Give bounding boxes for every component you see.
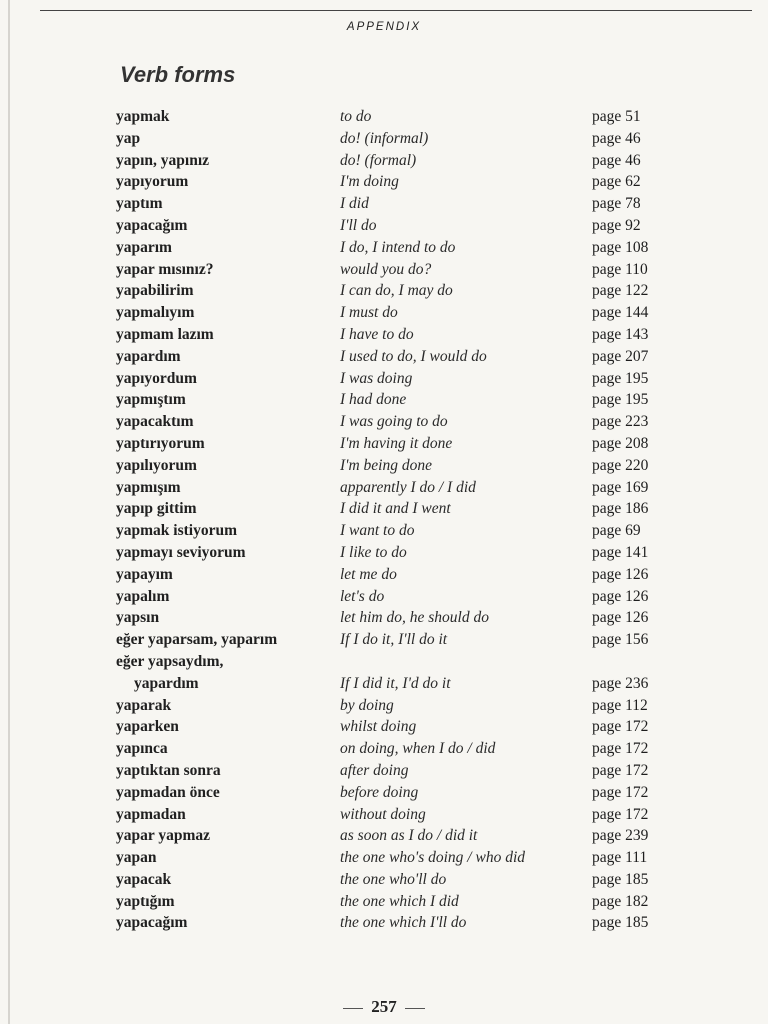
verb-form: [116, 106, 338, 128]
verb-meaning: without doing: [340, 805, 426, 823]
page-reference: page 220: [592, 456, 649, 474]
verb-row: [116, 542, 696, 564]
verb-meaning: to do: [340, 108, 372, 125]
verb-row: [116, 477, 696, 499]
verb-row: [116, 738, 696, 760]
page-reference: page 46: [592, 129, 641, 147]
verb-row: [116, 455, 696, 477]
verb-form: [116, 477, 338, 499]
verb-form: [116, 498, 338, 520]
verb-form-text: yapsın: [116, 609, 160, 627]
verb-meaning: I do, I intend to do: [340, 238, 456, 256]
verb-meaning: I used to do, I would do: [340, 347, 487, 365]
verb-row: [116, 280, 696, 302]
page-reference: page 207: [592, 347, 649, 365]
page-reference: page 236: [592, 674, 649, 692]
page-reference: page 112: [592, 696, 648, 714]
verb-form-text: yaptırıyorum: [116, 434, 205, 452]
verb-form-text: yapacaktım: [116, 413, 194, 431]
page-reference: page 143: [592, 325, 649, 343]
verb-form-continuation: yapardım: [134, 674, 199, 692]
verb-form-text: yapmayı seviyorum: [116, 543, 246, 561]
verb-form: [116, 847, 338, 869]
verb-form: [116, 215, 338, 237]
page-reference: page 78: [592, 195, 641, 213]
page-reference: page 156: [592, 631, 649, 649]
verb-form: [116, 433, 338, 455]
verb-forms-table: [116, 106, 696, 934]
page-reference: page 172: [592, 718, 649, 736]
page-reference: page 208: [592, 434, 649, 452]
page-reference: page 92: [592, 216, 641, 234]
verb-meaning: as soon as I do / did it: [340, 827, 478, 845]
verb-form: [116, 607, 338, 629]
page-number: 257: [371, 997, 397, 1016]
verb-meaning: the one who's doing / who did: [340, 849, 526, 867]
verb-meaning: by doing: [340, 696, 394, 714]
page-reference: page 122: [592, 282, 649, 300]
verb-form: [116, 586, 338, 608]
verb-row: [116, 586, 696, 608]
verb-row: [116, 302, 696, 324]
verb-form: [116, 782, 338, 804]
verb-meaning: let's do: [340, 587, 385, 605]
verb-form: [116, 869, 338, 891]
verb-meaning: would you do?: [340, 260, 432, 278]
verb-form-text: yapmam lazım: [116, 325, 214, 343]
footer-dash-left: [343, 1008, 363, 1009]
verb-row: [116, 847, 696, 869]
verb-row: [116, 695, 696, 717]
verb-form: [116, 237, 338, 259]
verb-meaning: I like to do: [340, 543, 407, 561]
verb-row: [116, 346, 696, 368]
verb-form-text: yapar mısınız?: [116, 260, 214, 278]
verb-meaning: I'll do: [340, 216, 377, 234]
footer-dash-right: [405, 1008, 425, 1009]
verb-form-text: yaptıktan sonra: [116, 761, 221, 779]
verb-form: [116, 542, 338, 564]
verb-row: [116, 259, 696, 281]
verb-form-text: yapın, yapınız: [116, 151, 210, 169]
verb-form: [116, 651, 338, 695]
verb-form-text: yaptım: [116, 195, 163, 213]
page-reference: page 110: [592, 260, 648, 278]
verb-form-text: yapmadan: [116, 805, 186, 823]
verb-form-text: yapıp gittim: [116, 500, 197, 518]
verb-row: [116, 498, 696, 520]
verb-form-text: yapıyorum: [116, 173, 189, 191]
verb-form: [116, 455, 338, 477]
verb-row: [116, 171, 696, 193]
page-reference: page 62: [592, 173, 641, 191]
page-reference: page 185: [592, 914, 649, 932]
verb-form-text: yapmışım: [116, 478, 181, 496]
verb-row: [116, 520, 696, 542]
verb-meaning: on doing, when I do / did: [340, 740, 496, 758]
verb-form: [116, 150, 338, 172]
verb-form: [116, 804, 338, 826]
verb-meaning: I must do: [340, 304, 398, 322]
verb-meaning: If I did it, I'd do it: [340, 674, 451, 692]
page-reference: page 46: [592, 151, 641, 169]
verb-form: [116, 891, 338, 913]
verb-row: [116, 825, 696, 847]
verb-form: [116, 302, 338, 324]
page-reference: page 172: [592, 740, 649, 758]
verb-form: [116, 629, 338, 651]
verb-form: [116, 760, 338, 782]
verb-form: [116, 346, 338, 368]
verb-row: [116, 869, 696, 891]
page-reference: page 223: [592, 413, 649, 431]
verb-meaning: do! (formal): [340, 151, 417, 169]
verb-row: [116, 651, 696, 695]
verb-form: [116, 324, 338, 346]
verb-form: [116, 259, 338, 281]
verb-form: [116, 912, 338, 934]
page-reference: page 172: [592, 761, 649, 779]
page-reference: page 195: [592, 369, 649, 387]
verb-row: [116, 891, 696, 913]
verb-form-text: yaparak: [116, 696, 172, 714]
verb-meaning: I'm doing: [340, 173, 399, 191]
verb-form-text: yapınca: [116, 740, 168, 758]
page-reference: page 239: [592, 827, 649, 845]
verb-row: [116, 106, 696, 128]
page-reference: page 172: [592, 805, 649, 823]
verb-form-text: yapıyordum: [116, 369, 197, 387]
page-edge-shadow: [8, 0, 10, 1024]
page-reference: page 182: [592, 892, 649, 910]
verb-meaning: I'm being done: [340, 456, 432, 474]
verb-form: [116, 825, 338, 847]
page-reference: page 141: [592, 543, 649, 561]
verb-form-text: yapacağım: [116, 914, 188, 932]
verb-form-text: yapmıştım: [116, 391, 186, 409]
verb-meaning: I had done: [340, 391, 407, 409]
verb-form-text: eğer yaparsam, yaparım: [116, 631, 278, 649]
page-footer: [0, 997, 768, 1017]
page-reference: page 169: [592, 478, 649, 496]
verb-form-text: yapacağım: [116, 216, 188, 234]
verb-meaning: whilst doing: [340, 718, 417, 736]
verb-form: [116, 193, 338, 215]
verb-form-text: yapayım: [116, 565, 173, 583]
verb-row: [116, 128, 696, 150]
verb-meaning: do! (informal): [340, 129, 429, 147]
verb-form-text: yapan: [116, 849, 157, 867]
verb-meaning: I did: [340, 195, 369, 213]
verb-form-text: yapacak: [116, 870, 172, 888]
page-reference: page 126: [592, 587, 649, 605]
page-reference: page 111: [592, 849, 648, 867]
verb-form-text: yapabilirim: [116, 282, 194, 300]
page-reference: page 185: [592, 870, 649, 888]
verb-row: [116, 760, 696, 782]
verb-form: [116, 368, 338, 390]
page-reference: page 108: [592, 238, 649, 256]
verb-row: [116, 607, 696, 629]
verb-row: [116, 716, 696, 738]
verb-meaning: before doing: [340, 783, 419, 801]
verb-row: [116, 912, 696, 934]
page-reference: page 126: [592, 609, 649, 627]
page-reference: page 69: [592, 522, 641, 540]
verb-row: [116, 629, 696, 651]
running-head: APPENDIX: [346, 21, 422, 33]
verb-form: [116, 411, 338, 433]
verb-meaning: apparently I do / I did: [340, 478, 476, 496]
verb-form-text: yap: [116, 129, 141, 147]
verb-meaning: I was doing: [340, 369, 413, 387]
verb-row: [116, 782, 696, 804]
page-reference: page 195: [592, 391, 649, 409]
page-reference: page 144: [592, 304, 649, 322]
verb-meaning: If I do it, I'll do it: [340, 631, 448, 649]
verb-meaning: after doing: [340, 761, 409, 779]
verb-form: [116, 716, 338, 738]
verb-row: [116, 324, 696, 346]
verb-form-text: yapardım: [116, 347, 181, 365]
verb-row: [116, 150, 696, 172]
section-title: Verb forms: [120, 62, 236, 87]
verb-form: [116, 280, 338, 302]
verb-meaning: the one which I'll do: [340, 914, 467, 932]
verb-form-text: eğer yapsaydım,: [116, 652, 224, 670]
verb-form-text: yapar yapmaz: [116, 827, 211, 845]
verb-row: [116, 237, 696, 259]
page-reference: page 126: [592, 565, 649, 583]
verb-form-text: yapmak istiyorum: [116, 522, 237, 540]
page-reference: page 172: [592, 783, 649, 801]
verb-form: [116, 695, 338, 717]
verb-row: [116, 804, 696, 826]
top-rule: [40, 10, 752, 11]
verb-meaning: let me do: [340, 565, 397, 583]
verb-row: [116, 389, 696, 411]
verb-meaning: I was going to do: [340, 413, 448, 431]
verb-row: [116, 411, 696, 433]
page-reference: page 51: [592, 108, 641, 125]
verb-meaning: I'm having it done: [340, 434, 453, 452]
verb-form: [116, 389, 338, 411]
verb-row: [116, 215, 696, 237]
verb-form: [116, 564, 338, 586]
verb-form-text: yaptığım: [116, 892, 175, 910]
verb-row: [116, 564, 696, 586]
verb-meaning: I can do, I may do: [340, 282, 453, 300]
verb-meaning: let him do, he should do: [340, 609, 489, 627]
verb-form-text: yapmadan önce: [116, 783, 220, 801]
verb-meaning: I want to do: [340, 522, 415, 540]
verb-meaning: I did it and I went: [340, 500, 451, 518]
verb-meaning: I have to do: [340, 325, 414, 343]
verb-form-text: yapalım: [116, 587, 170, 605]
page-reference: page 186: [592, 500, 649, 518]
verb-row: [116, 368, 696, 390]
verb-form: [116, 171, 338, 193]
verb-meaning: the one which I did: [340, 892, 459, 910]
verb-form: [116, 738, 338, 760]
verb-row: [116, 193, 696, 215]
verb-form-text: yapmalıyım: [116, 304, 195, 322]
verb-row: [116, 433, 696, 455]
verb-form-text: yapılıyorum: [116, 456, 197, 474]
verb-form-text: yapmak: [116, 108, 170, 125]
verb-form-text: yaparım: [116, 238, 172, 256]
verb-form-text: yaparken: [116, 718, 179, 736]
verb-meaning: the one who'll do: [340, 870, 447, 888]
verb-form: [116, 128, 338, 150]
verb-form: [116, 520, 338, 542]
